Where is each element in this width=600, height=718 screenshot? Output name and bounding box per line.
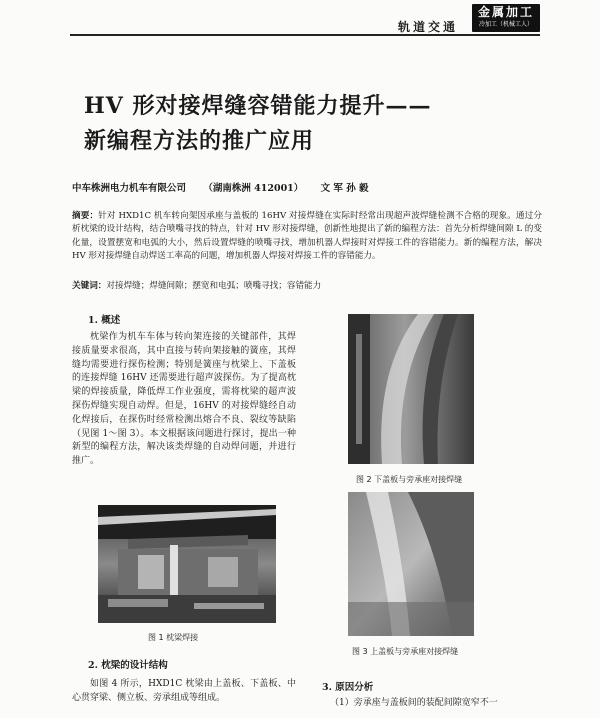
journal-badge-main: 金属加工 bbox=[477, 5, 534, 19]
section-2-heading: 2. 枕梁的设计结构 bbox=[88, 660, 168, 671]
figure-2-graphic bbox=[348, 314, 474, 464]
keywords-text: 对接焊缝；焊缝间隙；摆宽和电弧；喷嘴寻找；容错能力 bbox=[106, 281, 322, 291]
section-3-heading: 3. 原因分析 bbox=[322, 682, 374, 693]
figure-1-caption: 图 1 枕梁焊接 bbox=[148, 633, 199, 642]
journal-badge-sub: 冷加工（机械工人） bbox=[478, 21, 533, 28]
abstract bbox=[72, 210, 542, 264]
article-title-line-1: HV 形对接焊缝容错能力提升—— bbox=[84, 93, 432, 119]
abstract-text: 针对 HXD1C 机车转向架因承座与盖板的 16HV 对接焊缝在实际时经常出现超声波焊缝检测不合格的现象。通过分析枕梁的设计结构，结合喷嘴寻找的特点，针对 HV 形对接焊缝，创新性地提出了新的编程方法：首先分析焊缝间隙 L 的变化量，设置摆宽和电弧的大小，然后设置焊缝的喷嘴寻找，增加机器人焊接时对焊接工件的容错能力。新的编程方法，解决 HV 形对接焊缝自动焊送工率高的问题，增加机器人焊接对焊接工件的容错能力。 bbox=[72, 211, 542, 262]
author-location: （湖南株洲 412001） bbox=[203, 183, 304, 194]
article-title-line-2: 新编程方法的推广应用 bbox=[84, 128, 315, 154]
figure-3-graphic bbox=[348, 492, 474, 636]
abstract-label: 摘要： bbox=[72, 211, 99, 221]
author-names: 文 军 孙 毅 bbox=[320, 183, 369, 194]
figure-1-photo bbox=[98, 505, 276, 623]
figure-2-photo bbox=[348, 314, 474, 464]
figure-3-caption: 图 3 上盖板与旁承座对接焊缝 bbox=[352, 647, 459, 656]
author-affiliation: 中车株洲电力机车有限公司 bbox=[72, 183, 187, 194]
figure-2-caption: 图 2 下盖板与旁承座对接焊缝 bbox=[356, 475, 463, 484]
keywords bbox=[72, 280, 542, 293]
section-2-body: 如图 4 所示，HXD1C 枕梁由上盖板、下盖板、中心贯穿梁、侧立板、旁承组成等组成。 bbox=[72, 679, 296, 703]
journal-badge bbox=[472, 4, 540, 32]
section-1-heading: 1. 概述 bbox=[88, 315, 121, 326]
keywords-label: 关键词： bbox=[72, 281, 107, 291]
journal-section-label: 轨道交通 bbox=[398, 20, 459, 34]
figure-1-graphic bbox=[98, 505, 276, 623]
author-line bbox=[72, 180, 383, 194]
section-3-body: （1）旁承座与盖板间的装配间隙宽窄不一 bbox=[330, 698, 498, 708]
header-rule bbox=[70, 34, 540, 36]
figure-3-photo bbox=[348, 492, 474, 636]
section-1-body: 枕梁作为机车车体与转向架连接的关键部件，其焊接质量要求很高，其中直接与转向架接触的簧座，其焊缝均需要进行探伤检测；特别是簧座与枕梁上、下盖板的连接焊缝 16HV 还需要进行超声波探伤。为了提高枕梁的焊接质量，降低焊工作业强度，需将枕梁的超声波探伤焊缝实现自动焊。但是，16HV 的对接焊缝经自动化焊接后，在探伤时经常检测出熔合不良、裂纹等缺陷（见图 1～图 3）。本文根据该问题进行探讨，提出一种新型的编程方法，解决该类焊缝的自动焊问题，并进行推广。 bbox=[72, 332, 296, 467]
